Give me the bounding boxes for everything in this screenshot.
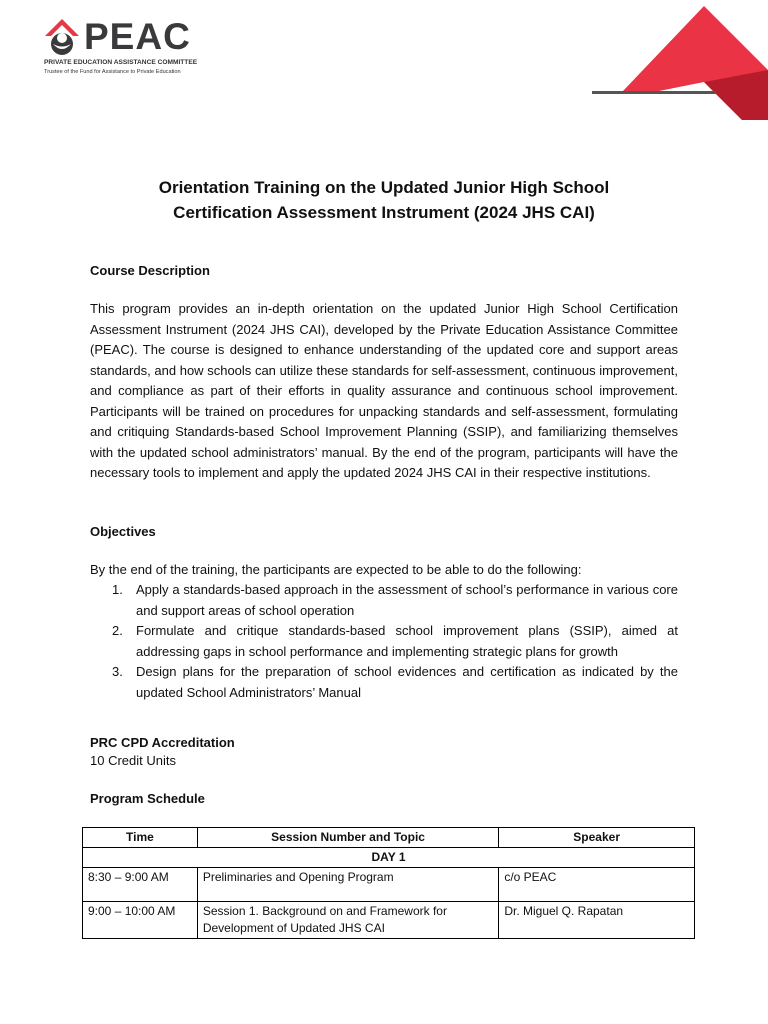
table-row [83,868,695,902]
row-speaker: Dr. Miguel Q. Rapatan [499,902,695,939]
accreditation-value: 10 Credit Units [90,753,176,768]
row-topic: Session 1. Background on and Framework for Development of Updated JHS CAI [197,902,498,939]
corner-decoration [592,0,768,120]
page-title [90,175,678,225]
peac-emblem-icon [44,18,80,58]
logo-tagline: Trustee of the Fund for Assistance to Private Education [44,69,181,75]
objectives-heading: Objectives [90,524,156,539]
objective-number: 1. [112,582,123,597]
corner-rule [592,91,716,94]
title-line-2: Certification Assessment Instrument (2024 JHS CAI) [173,203,595,222]
peac-logo [44,18,244,80]
course-description-body: This program provides an in-depth orientation on the updated Junior High School Certification Assessment Instrument (2024 JHS CAI), developed by the Private Education Assistance Committee (PEAC). The course is designed to enhance understanding of the updated core and support areas standards, and how schools can utilize these standards for self-assessment, continuous improvement, and compliance as part of their efforts in quality assurance and continuous school improvement. Participants will be trained on procedures for unpacking standards and self-assessment, formulating and critiquing Standards-based School Improvement Planning (SSIP), and familiarizing themselves with the updated school administrators’ manual. By the end of the program, participants will have the necessary tools to implement and apply the updated 2024 JHS CAI in their respective institutions. [90,301,678,480]
objective-number: 3. [112,664,123,679]
logo-wordmark: PEAC [84,16,191,57]
table-row [83,902,695,939]
day-label: DAY 1 [83,848,695,868]
objective-text: Design plans for the preparation of school evidences and certification as indicated by the updated School Administrators’ Manual [136,664,678,700]
col-speaker-header: Speaker [499,828,695,848]
objective-number: 2. [112,623,123,638]
col-topic-header: Session Number and Topic [197,828,498,848]
objective-text: Formulate and critique standards-based school improvement plans (SSIP), aimed at addressing gaps in school performance and implementing strategic plans for growth [136,623,678,659]
objectives-list [112,580,678,703]
row-topic: Preliminaries and Opening Program [197,868,498,902]
row-time: 9:00 – 10:00 AM [83,902,198,939]
objective-item [112,580,678,621]
row-time: 8:30 – 9:00 AM [83,868,198,902]
table-header-row [83,828,695,848]
objective-item [112,621,678,662]
course-description-heading: Course Description [90,263,210,278]
objective-text: Apply a standards-based approach in the assessment of school’s performance in various core and support areas of school operation [136,582,678,618]
title-line-1: Orientation Training on the Updated Junior High School [158,178,610,197]
row-speaker: c/o PEAC [499,868,695,902]
objectives-intro: By the end of the training, the participants are expected to be able to do the following: [90,562,582,577]
col-time-header: Time [83,828,198,848]
day-row [83,848,695,868]
logo-full-name: PRIVATE EDUCATION ASSISTANCE COMMITTEE [44,59,198,66]
schedule-table [82,827,695,939]
objective-item [112,662,678,703]
accreditation-heading: PRC CPD Accreditation [90,735,235,750]
schedule-heading: Program Schedule [90,791,205,806]
